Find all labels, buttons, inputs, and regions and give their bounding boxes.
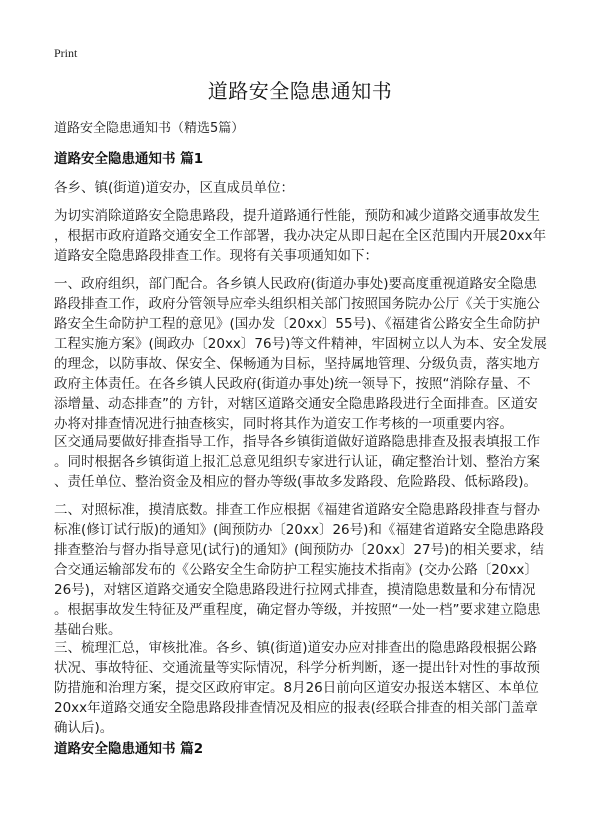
section-heading-2: 道路安全隐患通知书 篇2 [54,741,204,757]
document-title: 道路安全隐患通知书 [207,79,393,103]
text-line: 路安全生命防护工程的意见》(国办发〔20xx〕55号)、《福建省公路安全生命防护 [54,316,541,332]
text-line: 。同时根据各乡镇街道上报汇总意见组织专家进行认证，确定整治计划、整治方案 [54,454,540,470]
text-line: ，根据市政府道路交通安全工作部署，我办决定从即日起在全区范围内开展20xx年 [54,228,547,244]
text-line: 各乡、镇(街道)道安办，区直成员单位： [54,180,295,196]
greeting-paragraph [54,178,554,198]
text-line: 26号)，对辖区道路交通安全隐患路段进行拉网式排查，摸清隐患数量和分布情况 [54,582,536,598]
text-line: 为切实消除道路安全隐患路段，提升道路通行性能，预防和减少道路交通事故发生 [54,208,540,224]
text-line: 标准(修订试行版)的通知》(闽预防办〔20xx〕26号)和《福建省道路安全隐患路段 [54,522,544,538]
text-line: 办将对排查情况进行抽查核实，同时将其作为道安工作考核的一项重要内容。 [54,416,513,432]
document-subtitle: 道路安全隐患通知书（精选5篇） [54,121,245,136]
traffic-bureau-paragraph [54,432,554,492]
text-line: 一、政府组织，部门配合。各乡镇人民政府(街道办事处)要高度重视道路安全隐患 [54,276,538,292]
section-heading-1: 道路安全隐患通知书 篇1 [54,151,204,167]
text-line: 防措施和治理方案，提交区政府审定。8月26日前向区道安办报送本辖区、本单位 [54,680,539,696]
item-one-paragraph [54,274,554,434]
text-line: 基础台账。 [54,622,122,638]
item-two-paragraph [54,500,554,640]
text-line: 20xx年道路交通安全隐患路段排查情况及相应的报表(经联合排查的相关部门盖章 [54,700,538,716]
text-line: 三、梳理汇总，审核批准。各乡、镇(街道)道安办应对排查出的隐患路段根据公路 [54,640,538,656]
print-label[interactable]: Print [54,46,78,60]
text-line: 道路安全隐患路段排查工作。现将有关事项通知如下： [54,248,378,264]
item-three-paragraph [54,638,554,738]
text-line: 添增量、动态排查”的 方针，对辖区道路交通安全隐患路段进行全面排查。区道安 [54,396,538,412]
text-line: 二、对照标准，摸清底数。排查工作应根据《福建省道路安全隐患路段排查与督办 [54,502,540,518]
text-line: 排查整治与督办指导意见(试行)的通知》(闽预防办〔20xx〕27号)的相关要求，结 [54,542,544,558]
text-line: 路段排查工作，政府分管领导应牵头组织相关部门按照国务院办公厅《关于实施公 [54,296,540,312]
text-line: 。根据事故发生特征及严重程度，确定督办等级，并按照“一处一档”要求建立隐患 [54,602,541,618]
text-line: 、责任单位、整治资金及相应的督办等级(事故多发路段、危险路段、低标路段)。 [54,474,538,490]
text-line: 确认后)。 [54,720,114,736]
text-line: 合交通运输部发布的《公路安全生命防护工程实施技术指南》(交办公路〔20xx〕 [54,562,538,578]
intro-paragraph [54,206,554,266]
text-line: 状况、事故特征、交通流量等实际情况，科学分析判断，逐一提出针对性的事故预 [54,660,540,676]
text-line: 政府主体责任。在各乡镇人民政府(街道办事处)统一领导下，按照“消除存量、不 [54,376,531,392]
text-line: 的理念，以防事故、保安全、保畅通为目标，坚持属地管理、分级负责，落实地方 [54,356,540,372]
text-line: 区交通局要做好排查指导工作，指导各乡镇街道做好道路隐患排查及报表填报工作 [54,434,540,450]
text-line: 工程实施方案》(闽政办〔20xx〕76号)等文件精神，牢固树立以人为本、安全发展 [54,336,547,352]
